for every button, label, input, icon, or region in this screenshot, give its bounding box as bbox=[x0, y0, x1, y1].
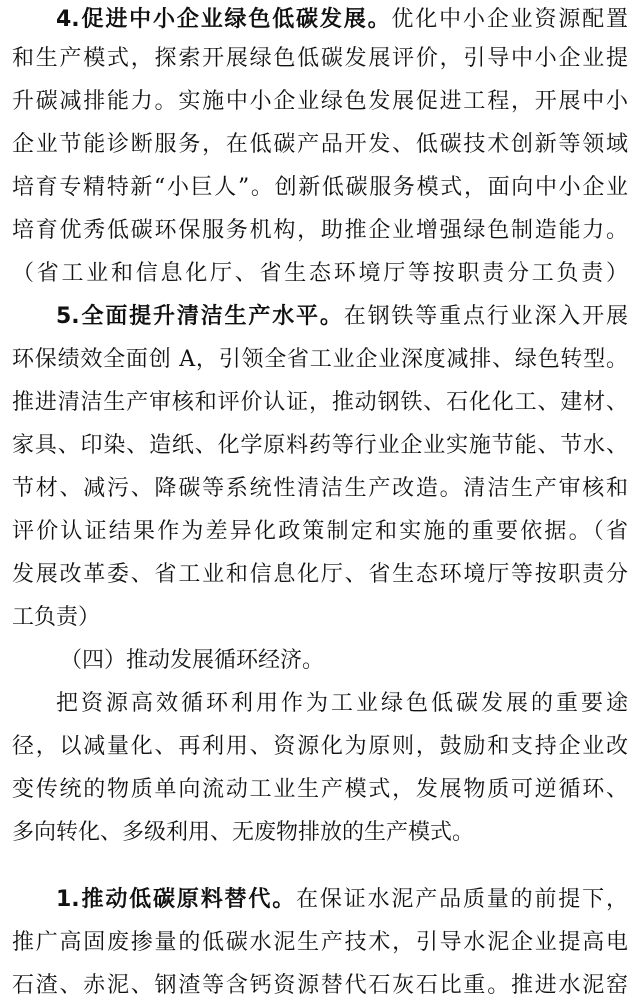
item1-heading: 1.推动低碳原料替代。 bbox=[56, 887, 297, 912]
section5-line-2: 环保绩效全面创 A，引领全省工业企业深度减排、绿色转型。 bbox=[12, 347, 628, 372]
section4-line-7: （省工业和信息化厅、省生态环境厅等按职责分工负责） bbox=[12, 261, 628, 286]
item1-line-2: 推广高固废掺量的低碳水泥生产技术，引导水泥企业提高电 bbox=[12, 930, 628, 955]
section4-first-line bbox=[56, 0, 628, 40]
section5-line-7: 发展改革委、省工业和信息化厅、省生态环境厅等按职责分 bbox=[12, 562, 628, 587]
section5-line-4: 家具、印染、造纸、化学原料药等行业企业实施节能、节水、 bbox=[12, 433, 628, 458]
intro-line-3: 变传统的物质单向流动工业生产模式，发展物质可逆循环、 bbox=[12, 777, 628, 802]
section5-line-6: 评价认证结果作为差异化政策制定和实施的重要依据。（省 bbox=[12, 519, 628, 544]
item1-line-3: 石渣、赤泥、钢渣等含钙资源替代石灰石比重。推进水泥窑 bbox=[12, 973, 628, 998]
intro-line-1: 把资源高效循环利用作为工业绿色低碳发展的重要途 bbox=[56, 691, 628, 716]
item1-line1-text: 在保证水泥产品质量的前提下， bbox=[296, 887, 628, 912]
section4-line-6: 培育优秀低碳环保服务机构，助推企业增强绿色制造能力。 bbox=[12, 218, 628, 243]
section5-heading: 5.全面提升清洁生产水平。 bbox=[56, 304, 344, 329]
intro-line-2: 径，以减量化、再利用、资源化为原则，鼓励和支持企业改 bbox=[12, 734, 628, 759]
section5-line-3: 推进清洁生产审核和评价认证，推动钢铁、石化化工、建材、 bbox=[12, 390, 628, 415]
section4-line-3: 升碳减排能力。实施中小企业绿色发展促进工程，开展中小 bbox=[12, 89, 628, 114]
intro-line-4: 多向转化、多级利用、无废物排放的生产模式。 bbox=[12, 820, 475, 845]
item1-first-line bbox=[56, 880, 628, 920]
section5-line-8: 工负责） bbox=[12, 605, 101, 630]
section4-line-2: 和生产模式，探索开展绿色低碳发展评价，引导中小企业提 bbox=[12, 46, 628, 71]
section4-heading: 4.促进中小企业绿色低碳发展。 bbox=[56, 7, 392, 32]
subheading-four: （四）推动发展循环经济。 bbox=[60, 648, 325, 673]
section5-first-line bbox=[56, 297, 628, 337]
section5-line-5: 节材、减污、降碳等系统性清洁生产改造。清洁生产审核和 bbox=[12, 476, 628, 501]
section4-line1-text: 优化中小企业资源配置 bbox=[391, 7, 628, 32]
section4-line-5: 培育专精特新“小巨人”。创新低碳服务模式，面向中小企业 bbox=[12, 175, 628, 200]
section5-line1-text: 在钢铁等重点行业深入开展 bbox=[343, 304, 628, 329]
section4-line-4: 企业节能诊断服务，在低碳产品开发、低碳技术创新等领域 bbox=[12, 132, 628, 157]
